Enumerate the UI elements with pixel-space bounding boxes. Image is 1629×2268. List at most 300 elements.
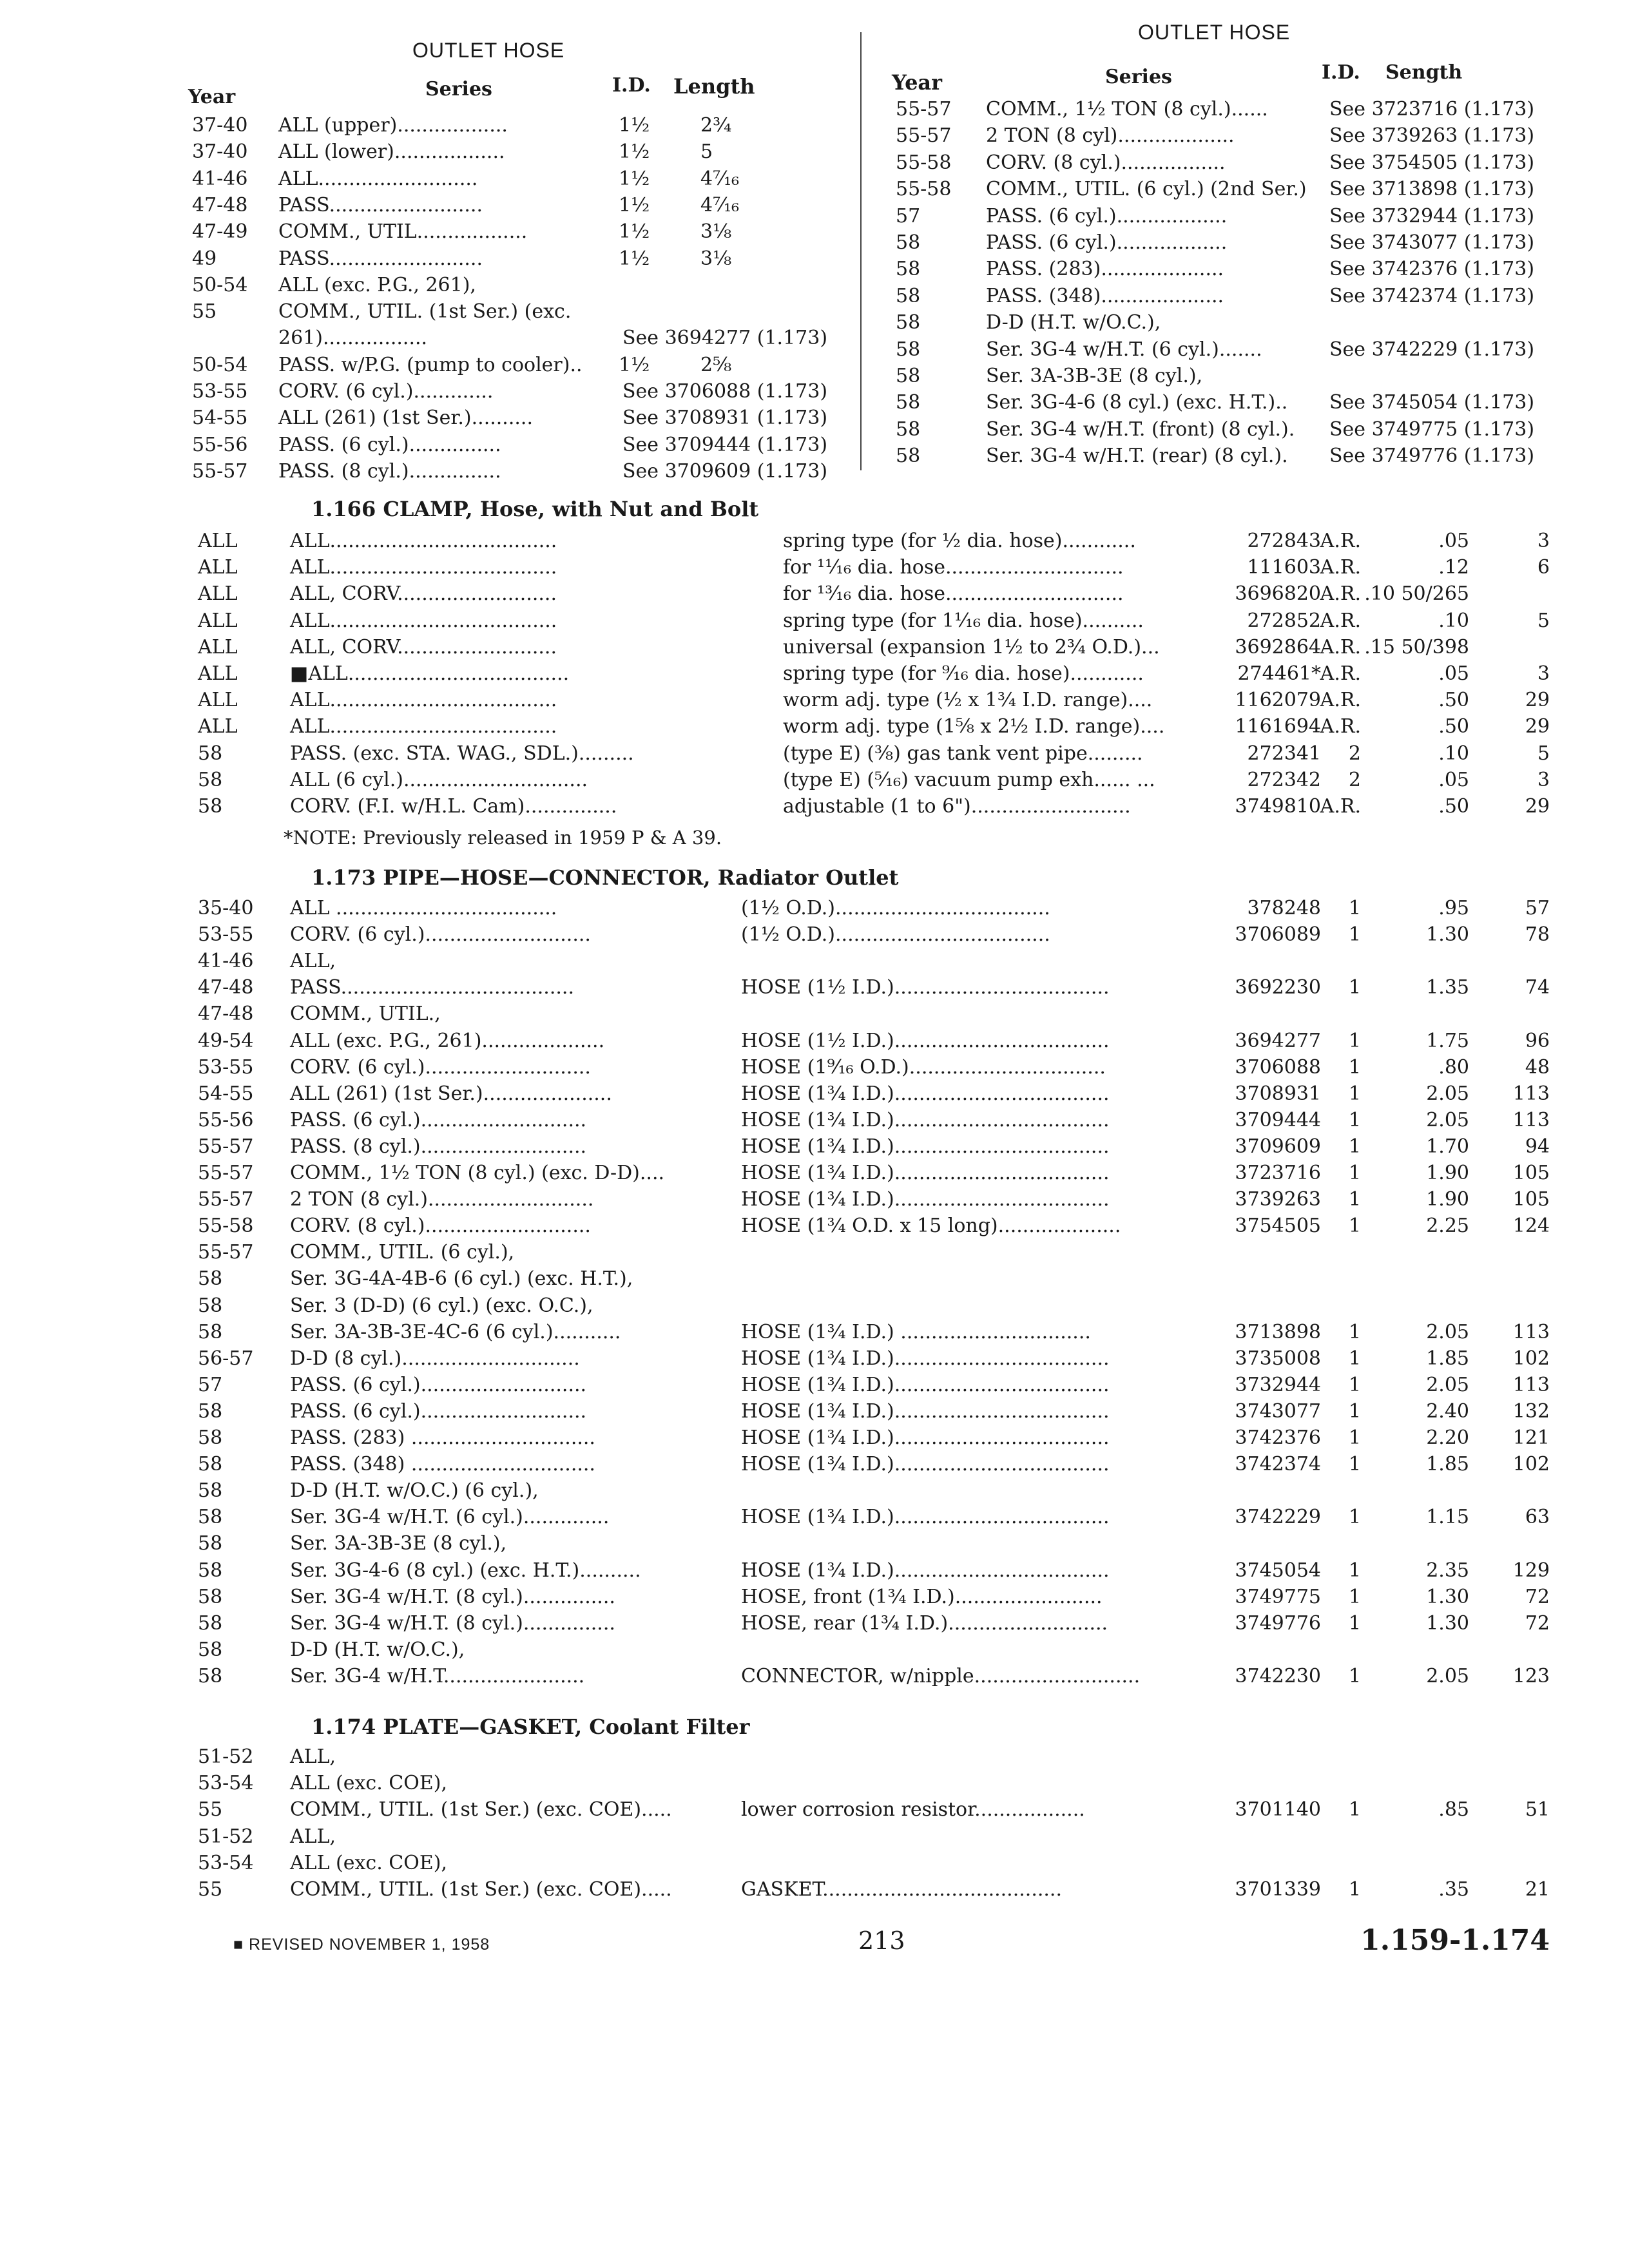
right-hose-year: 55-58 (896, 178, 952, 201)
clamp-series: ALL..................................... (290, 556, 557, 579)
pipe-hose-desc: HOSE (1¾ I.D.)................................... (741, 1506, 1110, 1529)
right-hose-year: 58 (896, 284, 921, 307)
pipe-hose-series: 2 TON (8 cyl.)........................... (290, 1188, 594, 1211)
pipe-hose-desc: HOSE (1¾ I.D.)................................... (741, 1188, 1110, 1211)
clamp-title: 1.166 CLAMP, Hose, with Nut and Bolt (311, 497, 759, 521)
pipe-hose-desc: HOSE (1½ I.D.)................................... (741, 1029, 1110, 1052)
plate-gasket-qty: 1 (1348, 1878, 1361, 1901)
pipe-hose-part-number: 3713898 (1235, 1320, 1321, 1343)
pipe-hose-part-number: 3694277 (1235, 1029, 1321, 1052)
pipe-hose-code: 121 (1512, 1427, 1550, 1449)
left-hose-series: PASS......................... (278, 193, 483, 216)
right-hose-ref: See 3749776 (1.173) (1329, 445, 1535, 468)
clamp-qty: A.R. (1320, 715, 1361, 738)
pipe-hose-part-number: 3742230 (1235, 1664, 1321, 1687)
left-hose-length: 2¾ (700, 114, 732, 137)
pipe-hose-price: 1.70 (1426, 1135, 1469, 1158)
pipe-hose-qty: 1 (1348, 1215, 1361, 1238)
pipe-hose-price: 1.30 (1426, 1611, 1469, 1635)
clamp-year: 58 (198, 768, 223, 791)
pipe-hose-price: 1.30 (1426, 923, 1469, 947)
pipe-hose-price: 2.05 (1426, 1108, 1469, 1131)
clamp-year: ALL (198, 609, 238, 632)
pipe-hose-year: 58 (198, 1320, 223, 1343)
pipe-hose-series: CORV. (8 cyl.)........................... (290, 1215, 591, 1238)
right-hose-ref: See 3742376 (1.173) (1329, 258, 1535, 281)
clamp-note: *NOTE: Previously released in 1959 P & A 39. (284, 827, 722, 849)
right-hose-series: Ser. 3A-3B-3E (8 cyl.), (986, 365, 1203, 387)
pipe-hose-code: 94 (1525, 1135, 1550, 1158)
pipe-hose-year: 55-57 (198, 1241, 254, 1264)
right-hose-series: COMM., 1½ TON (8 cyl.)...... (986, 98, 1268, 120)
plate-gasket-price: .35 (1438, 1878, 1469, 1901)
left-col-year: Year (188, 86, 236, 108)
pipe-hose-desc: HOSE (1¾ I.D.)................................... (741, 1162, 1110, 1184)
pipe-hose-part-number: 3706089 (1235, 923, 1321, 947)
pipe-hose-series: CORV. (6 cyl.)........................... (290, 1055, 591, 1079)
pipe-hose-price: 1.85 (1426, 1453, 1469, 1476)
pipe-hose-qty: 1 (1348, 1453, 1361, 1476)
pipe-hose-code: 113 (1512, 1373, 1550, 1396)
left-col-length: Length (673, 74, 755, 99)
clamp-price: .10 (1438, 742, 1469, 765)
pipe-hose-qty: 1 (1348, 1373, 1361, 1396)
clamp-price: .12 (1438, 556, 1469, 579)
right-hose-year: 58 (896, 338, 921, 361)
pipe-hose-year: 53-55 (198, 923, 254, 947)
pipe-hose-desc: CONNECTOR, w/nipple........................... (741, 1664, 1141, 1687)
left-hose-id: 1½ (619, 353, 650, 376)
pipe-hose-series: PASS. (348) .............................. (290, 1453, 595, 1476)
right-hose-year: 58 (896, 231, 921, 254)
clamp-part-number: 3749810 (1235, 795, 1321, 818)
pipe-hose-price: 1.75 (1426, 1029, 1469, 1052)
pipe-hose-series: Ser. 3A-3B-3E (8 cyl.), (290, 1532, 507, 1555)
pipe-hose-part-number: 3732944 (1235, 1373, 1321, 1396)
plate-gasket-price: .85 (1438, 1798, 1469, 1821)
pipe-hose-part-number: 3735008 (1235, 1347, 1321, 1370)
clamp-part-number: 272342 (1247, 768, 1321, 791)
pipe-hose-desc: HOSE (1¾ I.D.)................................... (741, 1399, 1110, 1423)
pipe-hose-series: D-D (8 cyl.)............................. (290, 1347, 580, 1370)
pipe-hose-series: COMM., 1½ TON (8 cyl.) (exc. D-D).... (290, 1162, 665, 1184)
clamp-year: ALL (198, 715, 238, 738)
pipe-hose-series: ALL (exc. P.G., 261).................... (290, 1029, 605, 1052)
clamp-desc: spring type (for ½ dia. hose)............ (783, 530, 1136, 552)
clamp-desc: (type E) (⅜) gas tank vent pipe......... (783, 742, 1143, 765)
pipe-hose-part-number: 3708931 (1235, 1082, 1321, 1105)
pipe-hose-code: 96 (1525, 1029, 1550, 1052)
pipe-hose-code: 105 (1512, 1188, 1550, 1211)
right-hose-year: 58 (896, 445, 921, 468)
clamp-qty: 2 (1348, 768, 1361, 791)
left-hose-series: ALL (upper).................. (278, 114, 508, 137)
clamp-code: 29 (1525, 795, 1550, 818)
right-hose-title: OUTLET HOSE (1138, 21, 1291, 44)
pipe-hose-price: .95 (1438, 897, 1469, 919)
pipe-hose-series: Ser. 3 (D-D) (6 cyl.) (exc. O.C.), (290, 1294, 593, 1317)
clamp-desc: worm adj. type (1⅝ x 2½ I.D. range).... (783, 715, 1165, 738)
pipe-hose-price: 1.90 (1426, 1162, 1469, 1184)
pipe-hose-code: 124 (1512, 1215, 1550, 1238)
pipe-hose-qty: 1 (1348, 976, 1361, 999)
pipe-hose-desc: HOSE (1¾ I.D.)................................... (741, 1559, 1110, 1582)
pipe-hose-year: 56-57 (198, 1347, 254, 1370)
pipe-hose-series: ALL (261) (1st Ser.)..................... (290, 1082, 612, 1105)
clamp-series: ALL..................................... (290, 530, 557, 552)
pipe-hose-series: Ser. 3G-4A-4B-6 (6 cyl.) (exc. H.T.), (290, 1267, 633, 1291)
pipe-hose-qty: 1 (1348, 1399, 1361, 1423)
clamp-series: PASS. (exc. STA. WAG., SDL.)......... (290, 742, 634, 765)
pipe-hose-desc: HOSE (1¾ I.D.) ............................... (741, 1320, 1091, 1343)
clamp-price: .05 (1438, 662, 1469, 685)
left-hose-ref: See 3709609 (1.173) (622, 459, 828, 483)
left-hose-year: 41-46 (192, 167, 248, 190)
left-hose-year: 55-57 (192, 459, 248, 483)
pipe-hose-code: 72 (1525, 1611, 1550, 1635)
plate-gasket-year: 55 (198, 1798, 223, 1821)
pipe-hose-price: 1.30 (1426, 1585, 1469, 1608)
pipe-hose-price: 2.40 (1426, 1399, 1469, 1423)
pipe-hose-part-number: 378248 (1247, 897, 1321, 919)
pipe-hose-year: 53-55 (198, 1055, 254, 1079)
left-hose-series: COMM., UTIL.................. (278, 220, 528, 244)
left-hose-year: 55-56 (192, 433, 248, 456)
plate-gasket-code: 21 (1525, 1878, 1550, 1901)
left-hose-series: CORV. (6 cyl.)............. (278, 380, 494, 403)
left-hose-series: ALL.......................... (278, 167, 478, 190)
pipe-hose-series: PASS. (6 cyl.)........................... (290, 1399, 587, 1423)
pipe-hose-price: 2.05 (1426, 1664, 1469, 1687)
section-range: 1.159-1.174 (1360, 1924, 1550, 1957)
pipe-hose-series: ALL .................................... (290, 897, 557, 919)
plate-gasket-title: 1.174 PLATE—GASKET, Coolant Filter (311, 1715, 750, 1739)
pipe-hose-series: Ser. 3G-4 w/H.T. (6 cyl.).............. (290, 1506, 610, 1529)
clamp-part-number: 111603 (1247, 556, 1321, 579)
left-hose-ref: See 3709444 (1.173) (622, 433, 828, 456)
pipe-hose-price: 2.05 (1426, 1082, 1469, 1105)
pipe-hose-part-number: 3706088 (1235, 1055, 1321, 1079)
pipe-hose-part-number: 3723716 (1235, 1162, 1321, 1184)
pipe-hose-qty: 1 (1348, 1347, 1361, 1370)
right-hose-series: D-D (H.T. w/O.C.), (986, 311, 1161, 334)
left-hose-series: PASS. (6 cyl.)............... (278, 433, 501, 456)
pipe-hose-year: 57 (198, 1373, 223, 1396)
left-hose-length: 3⅛ (700, 247, 732, 270)
pipe-hose-part-number: 3754505 (1235, 1215, 1321, 1238)
pipe-hose-code: 102 (1512, 1347, 1550, 1370)
clamp-price: .50 (1438, 795, 1469, 818)
pipe-hose-desc: HOSE, rear (1¾ I.D.).......................... (741, 1611, 1108, 1635)
pipe-hose-part-number: 3742229 (1235, 1506, 1321, 1529)
plate-gasket-qty: 1 (1348, 1798, 1361, 1821)
pipe-hose-series: Ser. 3A-3B-3E-4C-6 (6 cyl.)........... (290, 1320, 621, 1343)
clamp-code: 29 (1525, 689, 1550, 712)
left-hose-ref: See 3706088 (1.173) (622, 380, 828, 403)
pipe-hose-year: 41-46 (198, 950, 254, 973)
clamp-series: ALL..................................... (290, 689, 557, 712)
pipe-hose-desc: HOSE (1¾ I.D.)................................... (741, 1135, 1110, 1158)
plate-gasket-series: ALL (exc. COE), (290, 1851, 447, 1874)
clamp-series: ALL..................................... (290, 715, 557, 738)
clamp-desc: for ¹³⁄₁₆ dia. hose............................. (783, 582, 1124, 606)
pipe-hose-qty: 1 (1348, 1029, 1361, 1052)
clamp-desc: adjustable (1 to 6").......................... (783, 795, 1131, 818)
pipe-hose-year: 58 (198, 1479, 223, 1503)
plate-gasket-year: 53-54 (198, 1851, 254, 1874)
left-hose-ref: See 3694277 (1.173) (622, 327, 828, 350)
pipe-hose-part-number: 3742376 (1235, 1427, 1321, 1449)
pipe-hose-series: PASS. (283) .............................. (290, 1427, 595, 1449)
pipe-hose-code: 48 (1525, 1055, 1550, 1079)
pipe-hose-series: PASS. (6 cyl.)........................... (290, 1373, 587, 1396)
left-hose-length: 4⁷⁄₁₆ (700, 193, 740, 216)
clamp-series: ALL, CORV.......................... (290, 635, 557, 658)
plate-gasket-year: 55 (198, 1878, 223, 1901)
plate-gasket-code: 51 (1525, 1798, 1550, 1821)
pipe-hose-year: 55-57 (198, 1135, 254, 1158)
left-hose-year: 50-54 (192, 273, 248, 296)
right-hose-series: COMM., UTIL. (6 cyl.) (2nd Ser.) (986, 178, 1307, 201)
pipe-hose-year: 58 (198, 1399, 223, 1423)
right-hose-ref: See 3743077 (1.173) (1329, 231, 1535, 254)
pipe-hose-qty: 1 (1348, 1055, 1361, 1079)
pipe-hose-series: Ser. 3G-4 w/H.T. (8 cyl.)............... (290, 1585, 615, 1608)
pipe-hose-qty: 1 (1348, 1664, 1361, 1687)
pipe-hose-year: 55-57 (198, 1162, 254, 1184)
left-hose-id: 1½ (619, 114, 650, 137)
clamp-price: .50 (1438, 689, 1469, 712)
clamp-qty: 2 (1348, 742, 1361, 765)
clamp-qty: A.R. (1320, 556, 1361, 579)
clamp-desc: spring type (for ⁹⁄₁₆ dia. hose)............ (783, 662, 1144, 685)
clamp-code: 3 (1537, 530, 1550, 552)
pipe-hose-part-number: 3749776 (1235, 1611, 1321, 1635)
pipe-hose-code: 74 (1525, 976, 1550, 999)
pipe-hose-price: 1.90 (1426, 1188, 1469, 1211)
pipe-hose-price: 2.05 (1426, 1320, 1469, 1343)
left-hose-series: PASS. (8 cyl.)............... (278, 459, 501, 483)
clamp-part-number: 1162079 (1235, 689, 1321, 712)
left-hose-length: 2⅝ (700, 353, 732, 376)
right-hose-ref: See 3754505 (1.173) (1329, 151, 1535, 174)
right-hose-series: CORV. (8 cyl.)................. (986, 151, 1226, 174)
pipe-hose-series: CORV. (6 cyl.)........................... (290, 923, 591, 947)
clamp-series: ALL (6 cyl.).............................. (290, 768, 588, 791)
revised-date: ■ REVISED NOVEMBER 1, 1958 (233, 1936, 490, 1954)
pipe-hose-part-number: 3709444 (1235, 1108, 1321, 1131)
pipe-hose-code: 105 (1512, 1162, 1550, 1184)
pipe-hose-qty: 1 (1348, 897, 1361, 919)
pipe-hose-qty: 1 (1348, 1427, 1361, 1449)
pipe-hose-code: 113 (1512, 1108, 1550, 1131)
pipe-hose-year: 58 (198, 1506, 223, 1529)
clamp-code: 3 (1537, 768, 1550, 791)
pipe-hose-price: 2.20 (1426, 1427, 1469, 1449)
pipe-hose-part-number: 3743077 (1235, 1399, 1321, 1423)
pipe-hose-price: 1.35 (1426, 976, 1469, 999)
pipe-hose-year: 49-54 (198, 1029, 254, 1052)
left-hose-year: 37-40 (192, 114, 248, 137)
pipe-hose-code: 102 (1512, 1453, 1550, 1476)
pipe-hose-qty: 1 (1348, 1135, 1361, 1158)
pipe-hose-year: 58 (198, 1611, 223, 1635)
pipe-hose-year: 54-55 (198, 1082, 254, 1105)
right-hose-year: 58 (896, 258, 921, 281)
plate-gasket-year: 51-52 (198, 1825, 254, 1848)
pipe-hose-code: 72 (1525, 1585, 1550, 1608)
pipe-hose-desc: (1½ O.D.)................................... (741, 923, 1050, 947)
pipe-hose-qty: 1 (1348, 1506, 1361, 1529)
pipe-hose-part-number: 3742374 (1235, 1453, 1321, 1476)
pipe-hose-desc: HOSE (1¾ I.D.)................................... (741, 1373, 1110, 1396)
clamp-year: 58 (198, 742, 223, 765)
pipe-hose-series: COMM., UTIL., (290, 1003, 441, 1026)
clamp-series: ALL, CORV.......................... (290, 582, 557, 606)
pipe-hose-series: Ser. 3G-4 w/H.T....................... (290, 1664, 585, 1687)
left-col-series: Series (425, 78, 492, 101)
pipe-hose-desc: HOSE (1¾ I.D.)................................... (741, 1347, 1110, 1370)
pipe-hose-qty: 1 (1348, 1162, 1361, 1184)
right-hose-ref: See 3713898 (1.173) (1329, 178, 1535, 201)
pipe-hose-part-number: 3745054 (1235, 1559, 1321, 1582)
plate-gasket-series: ALL (exc. COE), (290, 1772, 447, 1795)
right-hose-ref: See 3739263 (1.173) (1329, 124, 1535, 148)
pipe-hose-part-number: 3709609 (1235, 1135, 1321, 1158)
pipe-hose-code: 63 (1525, 1506, 1550, 1529)
page-number: 213 (858, 1927, 905, 1955)
right-hose-ref: See 3732944 (1.173) (1329, 204, 1535, 227)
left-hose-title: OUTLET HOSE (412, 39, 565, 62)
right-hose-year: 55-58 (896, 151, 952, 174)
clamp-part-number: 274461* (1237, 662, 1321, 685)
clamp-price: .10 50/265 (1364, 582, 1469, 606)
pipe-hose-qty: 1 (1348, 1108, 1361, 1131)
pipe-hose-desc: HOSE (1¾ O.D. x 15 long).................... (741, 1215, 1121, 1238)
clamp-qty: A.R. (1320, 609, 1361, 632)
pipe-hose-code: 113 (1512, 1082, 1550, 1105)
clamp-desc: universal (expansion 1½ to 2¾ O.D.)... (783, 635, 1160, 658)
right-hose-ref: See 3742229 (1.173) (1329, 338, 1535, 361)
right-hose-series: Ser. 3G-4-6 (8 cyl.) (exc. H.T.).. (986, 391, 1288, 414)
clamp-year: ALL (198, 662, 238, 685)
clamp-price: .15 50/398 (1364, 635, 1469, 658)
pipe-hose-price: .80 (1438, 1055, 1469, 1079)
left-hose-id: 1½ (619, 140, 650, 164)
plate-gasket-year: 51-52 (198, 1745, 254, 1768)
pipe-hose-year: 47-48 (198, 976, 254, 999)
pipe-hose-code: 57 (1525, 897, 1550, 919)
left-hose-series: COMM., UTIL. (1st Ser.) (exc. (278, 300, 572, 323)
left-hose-year: 37-40 (192, 140, 248, 164)
pipe-hose-year: 55-58 (198, 1215, 254, 1238)
right-hose-ref: See 3745054 (1.173) (1329, 391, 1535, 414)
pipe-hose-code: 132 (1512, 1399, 1550, 1423)
pipe-hose-year: 55-57 (198, 1188, 254, 1211)
left-hose-series: ALL (lower).................. (278, 140, 505, 164)
pipe-hose-part-number: 3749775 (1235, 1585, 1321, 1608)
plate-gasket-series: ALL, (290, 1825, 336, 1848)
clamp-desc: spring type (for 1¹⁄₁₆ dia. hose).......... (783, 609, 1144, 632)
pipe-hose-desc: HOSE (1¾ I.D.)................................... (741, 1427, 1110, 1449)
pipe-hose-price: 1.85 (1426, 1347, 1469, 1370)
right-hose-year: 58 (896, 311, 921, 334)
right-hose-series: 2 TON (8 cyl)................... (986, 124, 1235, 148)
pipe-hose-desc: HOSE, front (1¾ I.D.)........................ (741, 1585, 1103, 1608)
clamp-year: 58 (198, 795, 223, 818)
plate-gasket-series: ALL, (290, 1745, 336, 1768)
pipe-hose-code: 78 (1525, 923, 1550, 947)
pipe-hose-desc: HOSE (1¾ I.D.)................................... (741, 1082, 1110, 1105)
pipe-hose-year: 58 (198, 1585, 223, 1608)
pipe-hose-year: 58 (198, 1267, 223, 1291)
left-hose-series: PASS......................... (278, 247, 483, 270)
pipe-hose-code: 113 (1512, 1320, 1550, 1343)
clamp-series: CORV. (F.I. w/H.L. Cam)............... (290, 795, 617, 818)
pipe-hose-series: Ser. 3G-4 w/H.T. (8 cyl.)............... (290, 1611, 615, 1635)
clamp-year: ALL (198, 582, 238, 606)
plate-gasket-part-number: 3701140 (1235, 1798, 1321, 1821)
plate-gasket-desc: GASKET....................................... (741, 1878, 1063, 1901)
left-hose-series: ALL (exc. P.G., 261), (278, 273, 476, 296)
clamp-code: 3 (1537, 662, 1550, 685)
pipe-hose-series: PASS. (6 cyl.)........................... (290, 1108, 587, 1131)
clamp-code: 5 (1537, 742, 1550, 765)
pipe-hose-price: 2.35 (1426, 1559, 1469, 1582)
left-hose-year: 54-55 (192, 407, 248, 430)
clamp-part-number: 1161694 (1235, 715, 1321, 738)
left-hose-id: 1½ (619, 220, 650, 244)
pipe-hose-year: 35-40 (198, 897, 254, 919)
right-hose-series: Ser. 3G-4 w/H.T. (6 cyl.)....... (986, 338, 1262, 361)
right-hose-year: 58 (896, 418, 921, 441)
clamp-qty: A.R. (1320, 582, 1361, 606)
clamp-code: 29 (1525, 715, 1550, 738)
right-hose-ref: See 3723716 (1.173) (1329, 98, 1535, 120)
right-hose-year: 58 (896, 391, 921, 414)
left-hose-year: 53-55 (192, 380, 248, 403)
pipe-hose-title: 1.173 PIPE—HOSE—CONNECTOR, Radiator Outlet (311, 865, 899, 890)
pipe-hose-series: ALL, (290, 950, 336, 973)
clamp-series: ALL..................................... (290, 609, 557, 632)
left-hose-year: 50-54 (192, 353, 248, 376)
clamp-part-number: 272341 (1247, 742, 1321, 765)
pipe-hose-year: 58 (198, 1532, 223, 1555)
clamp-qty: A.R. (1320, 662, 1361, 685)
clamp-year: ALL (198, 530, 238, 552)
pipe-hose-year: 58 (198, 1559, 223, 1582)
pipe-hose-code: 129 (1512, 1559, 1550, 1582)
right-col-series: Series (1105, 66, 1172, 88)
clamp-year: ALL (198, 689, 238, 712)
pipe-hose-qty: 1 (1348, 1611, 1361, 1635)
left-hose-length: 4⁷⁄₁₆ (700, 167, 740, 190)
clamp-part-number: 272852 (1247, 609, 1321, 632)
right-hose-series: PASS. (6 cyl.).................. (986, 231, 1228, 254)
plate-gasket-part-number: 3701339 (1235, 1878, 1321, 1901)
pipe-hose-desc: HOSE (1¾ I.D.)................................... (741, 1108, 1110, 1131)
right-hose-series: PASS. (6 cyl.).................. (986, 204, 1228, 227)
left-hose-series: ALL (261) (1st Ser.).......... (278, 407, 533, 430)
pipe-hose-year: 58 (198, 1638, 223, 1661)
pipe-hose-year: 58 (198, 1664, 223, 1687)
clamp-part-number: 3692864 (1235, 635, 1321, 658)
pipe-hose-series: PASS...................................... (290, 976, 574, 999)
right-hose-year: 57 (896, 204, 921, 227)
clamp-price: .05 (1438, 768, 1469, 791)
pipe-hose-part-number: 3739263 (1235, 1188, 1321, 1211)
pipe-hose-year: 47-48 (198, 1003, 254, 1026)
